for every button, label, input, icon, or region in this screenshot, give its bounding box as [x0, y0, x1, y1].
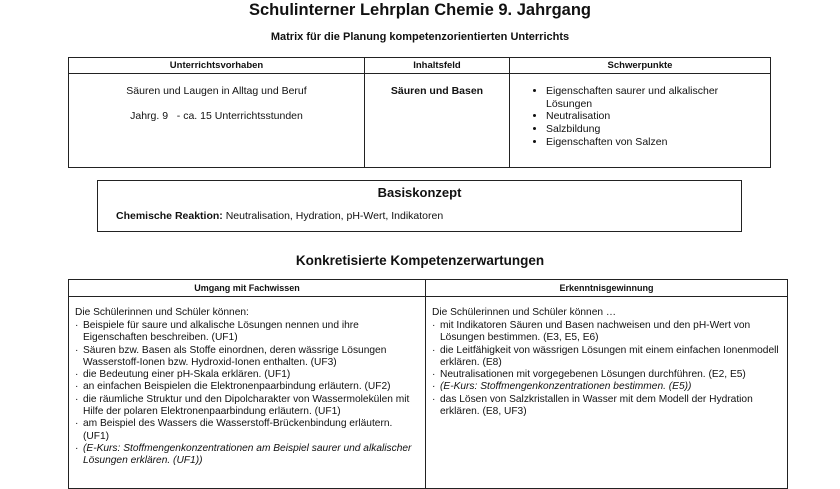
erkenntnis-intro: Die Schülerinnen und Schüler können …: [432, 307, 617, 318]
umgang-item-ekurs: · (E-Kurs: Stoffmengenkonzentrationen am Beispiel saurer und alkalischer Lösungen erklären. (UF1)): [75, 443, 421, 468]
schwerpunkt-item: • Eigenschaften saurer und alkalischer Lösungen: [546, 85, 764, 110]
kompetenz-table: [68, 279, 788, 489]
inhaltsfeld-header: Inhaltsfeld: [413, 60, 461, 71]
document-title: Schulinterner Lehrplan Chemie 9. Jahrgang: [249, 1, 591, 19]
inhaltsfeld-column: [365, 58, 510, 167]
erkenntnis-item: · mit Indikatoren Säuren und Basen nachweisen und den pH-Wert von Lösungen bestimmen. (E3, E5, E6): [432, 320, 783, 345]
unterrichtsvorhaben-column: [69, 58, 365, 167]
erkenntnis-item-ekurs: · (E-Kurs: Stoffmengenkonzentrationen bestimmen. (E5)): [432, 381, 783, 393]
inhaltsfeld-value: Säuren und Basen: [390, 85, 484, 97]
erkenntnis-item: · das Lösen von Salzkristallen in Wasser mit dem Modell der Hydration erklären. (E8, UF3): [432, 394, 783, 419]
header-divider: [69, 73, 364, 74]
basiskonzept-label: Chemische Reaktion:: [116, 210, 223, 222]
umgang-item: · am Beispiel des Wassers die Wasserstoff-Brückenbindung erläutern. (UF1): [75, 418, 421, 443]
unterrichtsvorhaben-topic: Säuren und Laugen in Alltag und Beruf: [126, 85, 307, 97]
erkenntnis-item: · die Leitfähigkeit von wässrigen Lösungen mit einem einfachen Ionenmodell erklären. (E8): [432, 345, 783, 370]
header-divider: [69, 296, 425, 297]
kompetenz-heading: Konkretisierte Kompetenzerwartungen: [295, 253, 545, 268]
umgang-item: · die Bedeutung einer pH-Skala erklären. (UF1): [75, 369, 421, 381]
erkenntnis-list: [432, 320, 783, 418]
header-divider: [510, 73, 770, 74]
umgang-intro: Die Schülerinnen und Schüler können:: [75, 307, 249, 318]
umgang-item: · Beispiele für saure und alkalische Lösungen nennen und ihre Eigenschaften beschreiben. (UF1): [75, 320, 421, 345]
schwerpunkte-list: [532, 85, 764, 149]
umgang-item: · die räumliche Struktur und den Dipolcharakter von Wassermolekülen mit Hilfe der polaren Elektronenpaarbindung erläutern. (UF1): [75, 394, 421, 419]
erkenntnis-column: [426, 280, 787, 488]
basiskonzept-heading: Basiskonzept: [377, 185, 462, 200]
unterrichtsvorhaben-duration: Jahrg. 9 - ca. 15 Unterrichtsstunden: [130, 110, 303, 122]
umgang-header: Umgang mit Fachwissen: [194, 283, 300, 293]
schwerpunkt-item: • Eigenschaften von Salzen: [546, 136, 764, 149]
document-subtitle: Matrix für die Planung kompetenzorientierten Unterrichts: [270, 31, 570, 43]
unterrichtsvorhaben-header: Unterrichtsvorhaben: [169, 60, 264, 71]
erkenntnis-item: · Neutralisationen mit vorgegebenen Lösungen durchführen. (E2, E5): [432, 369, 783, 381]
basiskonzept-value: Neutralisation, Hydration, pH-Wert, Indikatoren: [225, 210, 444, 222]
schwerpunkt-item: • Neutralisation: [546, 110, 764, 123]
planning-matrix: [68, 57, 771, 168]
umgang-item: · an einfachen Beispielen die Elektronenpaarbindung erläutern. (UF2): [75, 381, 421, 393]
header-divider: [426, 296, 787, 297]
schwerpunkte-header: Schwerpunkte: [607, 60, 673, 71]
basiskonzept-line: [116, 210, 443, 223]
schwerpunkte-column: [510, 58, 770, 167]
erkenntnis-header: Erkenntnisgewinnung: [559, 283, 654, 293]
schwerpunkt-item: • Salzbildung: [546, 123, 764, 136]
umgang-list: [75, 320, 421, 468]
basiskonzept-box: [97, 180, 742, 232]
header-divider: [365, 73, 509, 74]
umgang-column: [69, 280, 426, 488]
umgang-item: · Säuren bzw. Basen als Stoffe einordnen, deren wässrige Lösungen Wasserstoff-Ionen bzw. Hydroxid-Ionen enthalten. (UF3): [75, 345, 421, 370]
